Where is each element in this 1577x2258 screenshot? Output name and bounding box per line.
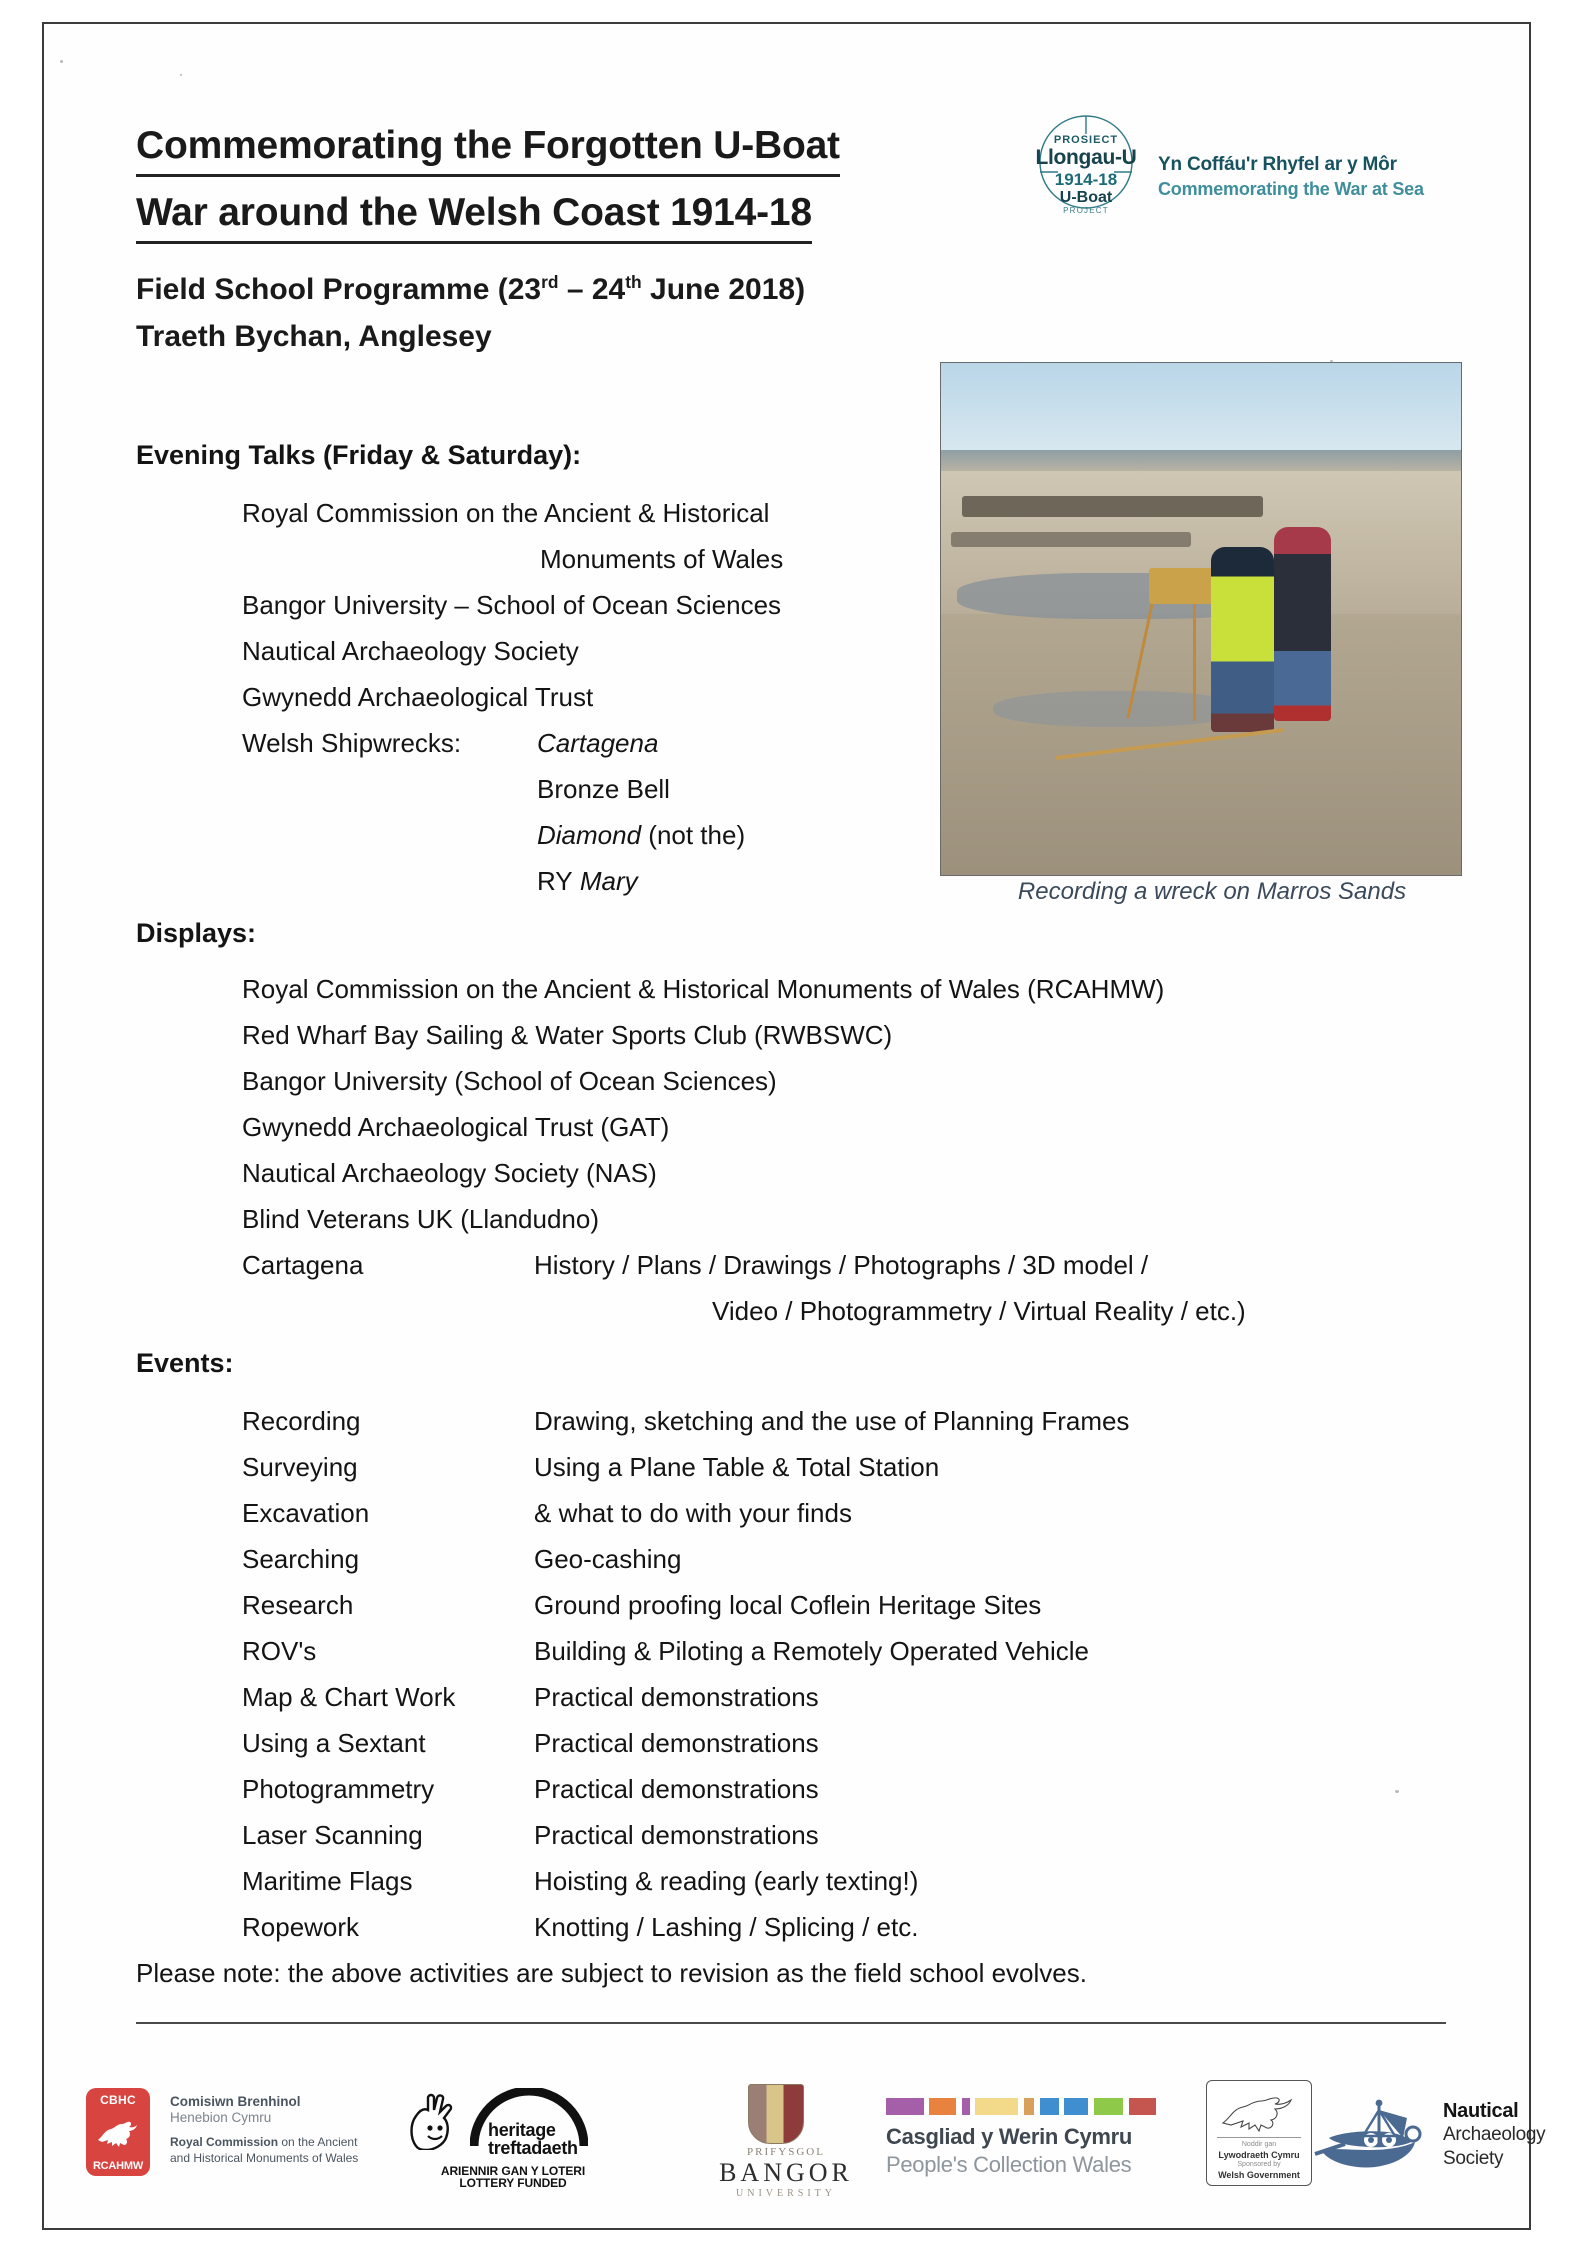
event-description: Using a Plane Table & Total Station bbox=[534, 1452, 940, 1482]
event-activity: ROV's bbox=[242, 1636, 317, 1666]
shipwreck-name: Cartagena bbox=[537, 728, 659, 758]
displays-cartagena-label: Cartagena bbox=[242, 1250, 364, 1280]
displays-item: Gwynedd Archaeological Trust (GAT) bbox=[242, 1112, 670, 1142]
bangor-crest-icon bbox=[748, 2084, 804, 2144]
event-description: Practical demonstrations bbox=[534, 1728, 819, 1758]
rcahmw-line-4: and Historical Monuments of Wales bbox=[170, 2151, 359, 2165]
crossed-fingers-icon bbox=[404, 2090, 466, 2150]
evening-talks-item: Bangor University – School of Ocean Sciences bbox=[242, 590, 782, 620]
event-description: Drawing, sketching and the use of Planning Frames bbox=[534, 1406, 1130, 1436]
welsh-shipwrecks-label: Welsh Shipwrecks: bbox=[242, 728, 462, 758]
nas-line-3: Society bbox=[1443, 2148, 1504, 2169]
section-heading-events: Events: bbox=[136, 1348, 234, 1378]
event-description: & what to do with your finds bbox=[534, 1498, 852, 1528]
pcw-welsh: Casgliad y Werin Cymru bbox=[886, 2124, 1133, 2149]
welsh-government-dragon-icon bbox=[1217, 2089, 1299, 2133]
displays-item: Blind Veterans UK (Llandudno) bbox=[242, 1204, 600, 1234]
subheading-mid: – 24 bbox=[558, 273, 626, 306]
photo-wreck-timbers bbox=[962, 496, 1264, 516]
scan-speck bbox=[1395, 1790, 1399, 1793]
photo-horizon bbox=[941, 450, 1461, 470]
event-activity: Research bbox=[242, 1590, 354, 1620]
subheading bbox=[136, 266, 1036, 360]
nas-line-1: Nautical bbox=[1443, 2100, 1519, 2122]
evening-talks-item: Monuments of Wales bbox=[540, 544, 784, 574]
roundel-project: PROJECT bbox=[1063, 206, 1109, 215]
scan-speck bbox=[60, 60, 63, 63]
rcahmw-line-2: Henebion Cymru bbox=[170, 2110, 272, 2125]
heritage-word-1: heritage bbox=[488, 2120, 556, 2140]
project-logo bbox=[1022, 112, 1150, 215]
displays-cartagena-line-2: Video / Photogrammetry / Virtual Reality / etc.) bbox=[712, 1296, 1246, 1326]
photo-wreck-timbers-2 bbox=[951, 532, 1190, 547]
event-activity: Map & Chart Work bbox=[242, 1682, 456, 1712]
event-activity: Searching bbox=[242, 1544, 360, 1574]
shipwreck-name: Diamond bbox=[537, 820, 642, 850]
subheading-sup-1: rd bbox=[541, 272, 559, 292]
displays-item: Royal Commission on the Ancient & Historical Monuments of Wales (RCAHMW) bbox=[242, 974, 1165, 1004]
viking-ship-icon bbox=[1311, 2094, 1441, 2172]
rcahmw-badge bbox=[86, 2088, 150, 2176]
shipwreck-row bbox=[537, 812, 745, 858]
event-description: Knotting / Lashing / Splicing / etc. bbox=[534, 1912, 919, 1942]
tagline-english: Commemorating the War at Sea bbox=[1158, 179, 1424, 199]
footer-divider bbox=[136, 2022, 1446, 2024]
rcahmw-badge-top: CBHC bbox=[100, 2093, 136, 2107]
scan-speck bbox=[180, 74, 182, 76]
welsh-government-english-1: Sponsored by bbox=[1237, 2161, 1281, 2168]
bangor-university-word: UNIVERSITY bbox=[736, 2188, 836, 2199]
bangor-prifysgol: PRIFYSGOL bbox=[747, 2146, 825, 2158]
welsh-government-welsh-1: Noddir gan bbox=[1241, 2141, 1277, 2148]
event-description: Building & Piloting a Remotely Operated Vehicle bbox=[534, 1636, 1089, 1666]
rcahmw-line-1: Comisiwn Brenhinol bbox=[170, 2094, 301, 2109]
project-tagline bbox=[1158, 152, 1488, 202]
shipwreck-name: Bronze Bell bbox=[537, 774, 670, 804]
displays-item: Bangor University (School of Ocean Sciences) bbox=[242, 1066, 777, 1096]
roundel-years: 1914-18 bbox=[1054, 170, 1118, 189]
pcw-english: People's Collection Wales bbox=[886, 2152, 1132, 2177]
rcahmw-text bbox=[170, 2094, 400, 2166]
event-activity: Excavation bbox=[242, 1498, 370, 1528]
photo-sky bbox=[941, 363, 1461, 460]
welsh-dragon-icon bbox=[95, 2114, 141, 2150]
rcahmw-line-3-rest: on the Ancient bbox=[278, 2135, 358, 2149]
event-description: Practical demonstrations bbox=[534, 1774, 819, 1804]
event-description: Geo-cashing bbox=[534, 1544, 682, 1574]
event-activity: Laser Scanning bbox=[242, 1820, 423, 1850]
displays-item: Nautical Archaeology Society (NAS) bbox=[242, 1158, 657, 1188]
lottery-strapline-welsh: ARIENNIR GAN Y LOTERI bbox=[440, 2164, 586, 2178]
field-photo bbox=[940, 362, 1462, 876]
evening-talks-item: Nautical Archaeology Society bbox=[242, 636, 579, 666]
event-activity: Photogrammetry bbox=[242, 1774, 435, 1804]
event-activity: Surveying bbox=[242, 1452, 358, 1482]
welsh-government-divider bbox=[1217, 2137, 1301, 2138]
pcw-colour-bar bbox=[886, 2098, 1156, 2115]
evening-talks-item: Royal Commission on the Ancient & Historical bbox=[242, 498, 770, 528]
rcahmw-line-3 bbox=[170, 2134, 400, 2150]
shipwreck-suffix: (not the) bbox=[641, 820, 746, 850]
welsh-government-english-2: Welsh Government bbox=[1218, 2170, 1300, 2180]
lottery-strapline-english: LOTTERY FUNDED bbox=[459, 2176, 567, 2190]
page-title bbox=[136, 118, 956, 244]
photo-caption: Recording a wreck on Marros Sands bbox=[1017, 878, 1407, 905]
shipwreck-row bbox=[537, 858, 638, 904]
event-description: Practical demonstrations bbox=[534, 1682, 819, 1712]
rcahmw-badge-bottom: RCAHMW bbox=[92, 2160, 144, 2172]
welsh-government-box bbox=[1206, 2080, 1312, 2186]
title-line-1: Commemorating the Forgotten U-Boat bbox=[136, 118, 840, 177]
shipwreck-prefix: RY bbox=[537, 866, 580, 896]
rcahmw-line-3-bold: Royal Commission bbox=[170, 2135, 279, 2149]
photo-surveyor-hi-vis bbox=[1211, 547, 1273, 731]
subheading-suffix: June 2018) bbox=[641, 273, 806, 306]
event-activity: Maritime Flags bbox=[242, 1866, 413, 1896]
title-line-2: War around the Welsh Coast 1914-18 bbox=[136, 185, 812, 244]
shipwreck-name: Mary bbox=[579, 866, 638, 896]
event-activity: Ropework bbox=[242, 1912, 360, 1942]
photo-surveyor-second bbox=[1274, 527, 1331, 722]
bangor-name: BANGOR bbox=[719, 2158, 853, 2187]
nas-line-2: Archaeology bbox=[1443, 2124, 1546, 2145]
event-activity: Recording bbox=[242, 1406, 361, 1436]
displays-cartagena-line-1: History / Plans / Drawings / Photographs / 3D model / bbox=[534, 1250, 1149, 1280]
subheading-prefix: Field School Programme (23 bbox=[136, 273, 542, 306]
event-description: Ground proofing local Coflein Heritage Sites bbox=[534, 1590, 1042, 1620]
subheading-line-1 bbox=[136, 266, 1036, 313]
events-note: Please note: the above activities are subject to revision as the field school evolves. bbox=[136, 1958, 1087, 1988]
subheading-line-2: Traeth Bychan, Anglesey bbox=[136, 320, 492, 353]
displays-item: Red Wharf Bay Sailing & Water Sports Club (RWBSWC) bbox=[242, 1020, 893, 1050]
tagline-welsh: Yn Coffáu'r Rhyfel ar y Môr bbox=[1158, 154, 1397, 175]
roundel-prosiect: PROSIECT bbox=[1053, 134, 1119, 146]
event-description: Hoisting & reading (early texting!) bbox=[534, 1866, 919, 1896]
event-description: Practical demonstrations bbox=[534, 1820, 819, 1850]
welsh-government-welsh-2: Lywodraeth Cymru bbox=[1218, 2150, 1300, 2160]
section-heading-displays: Displays: bbox=[136, 918, 257, 948]
event-activity: Using a Sextant bbox=[242, 1728, 426, 1758]
roundel-uboat: U-Boat bbox=[1059, 189, 1113, 206]
roundel-llongau: Llongau-U bbox=[1035, 146, 1137, 169]
subheading-sup-2: th bbox=[625, 272, 642, 292]
evening-talks-item: Gwynedd Archaeological Trust bbox=[242, 682, 594, 712]
heritage-word-2: treftadaeth bbox=[488, 2138, 578, 2158]
footer-logos bbox=[86, 2080, 1546, 2199]
section-heading-evening-talks: Evening Talks (Friday & Saturday): bbox=[136, 440, 582, 470]
